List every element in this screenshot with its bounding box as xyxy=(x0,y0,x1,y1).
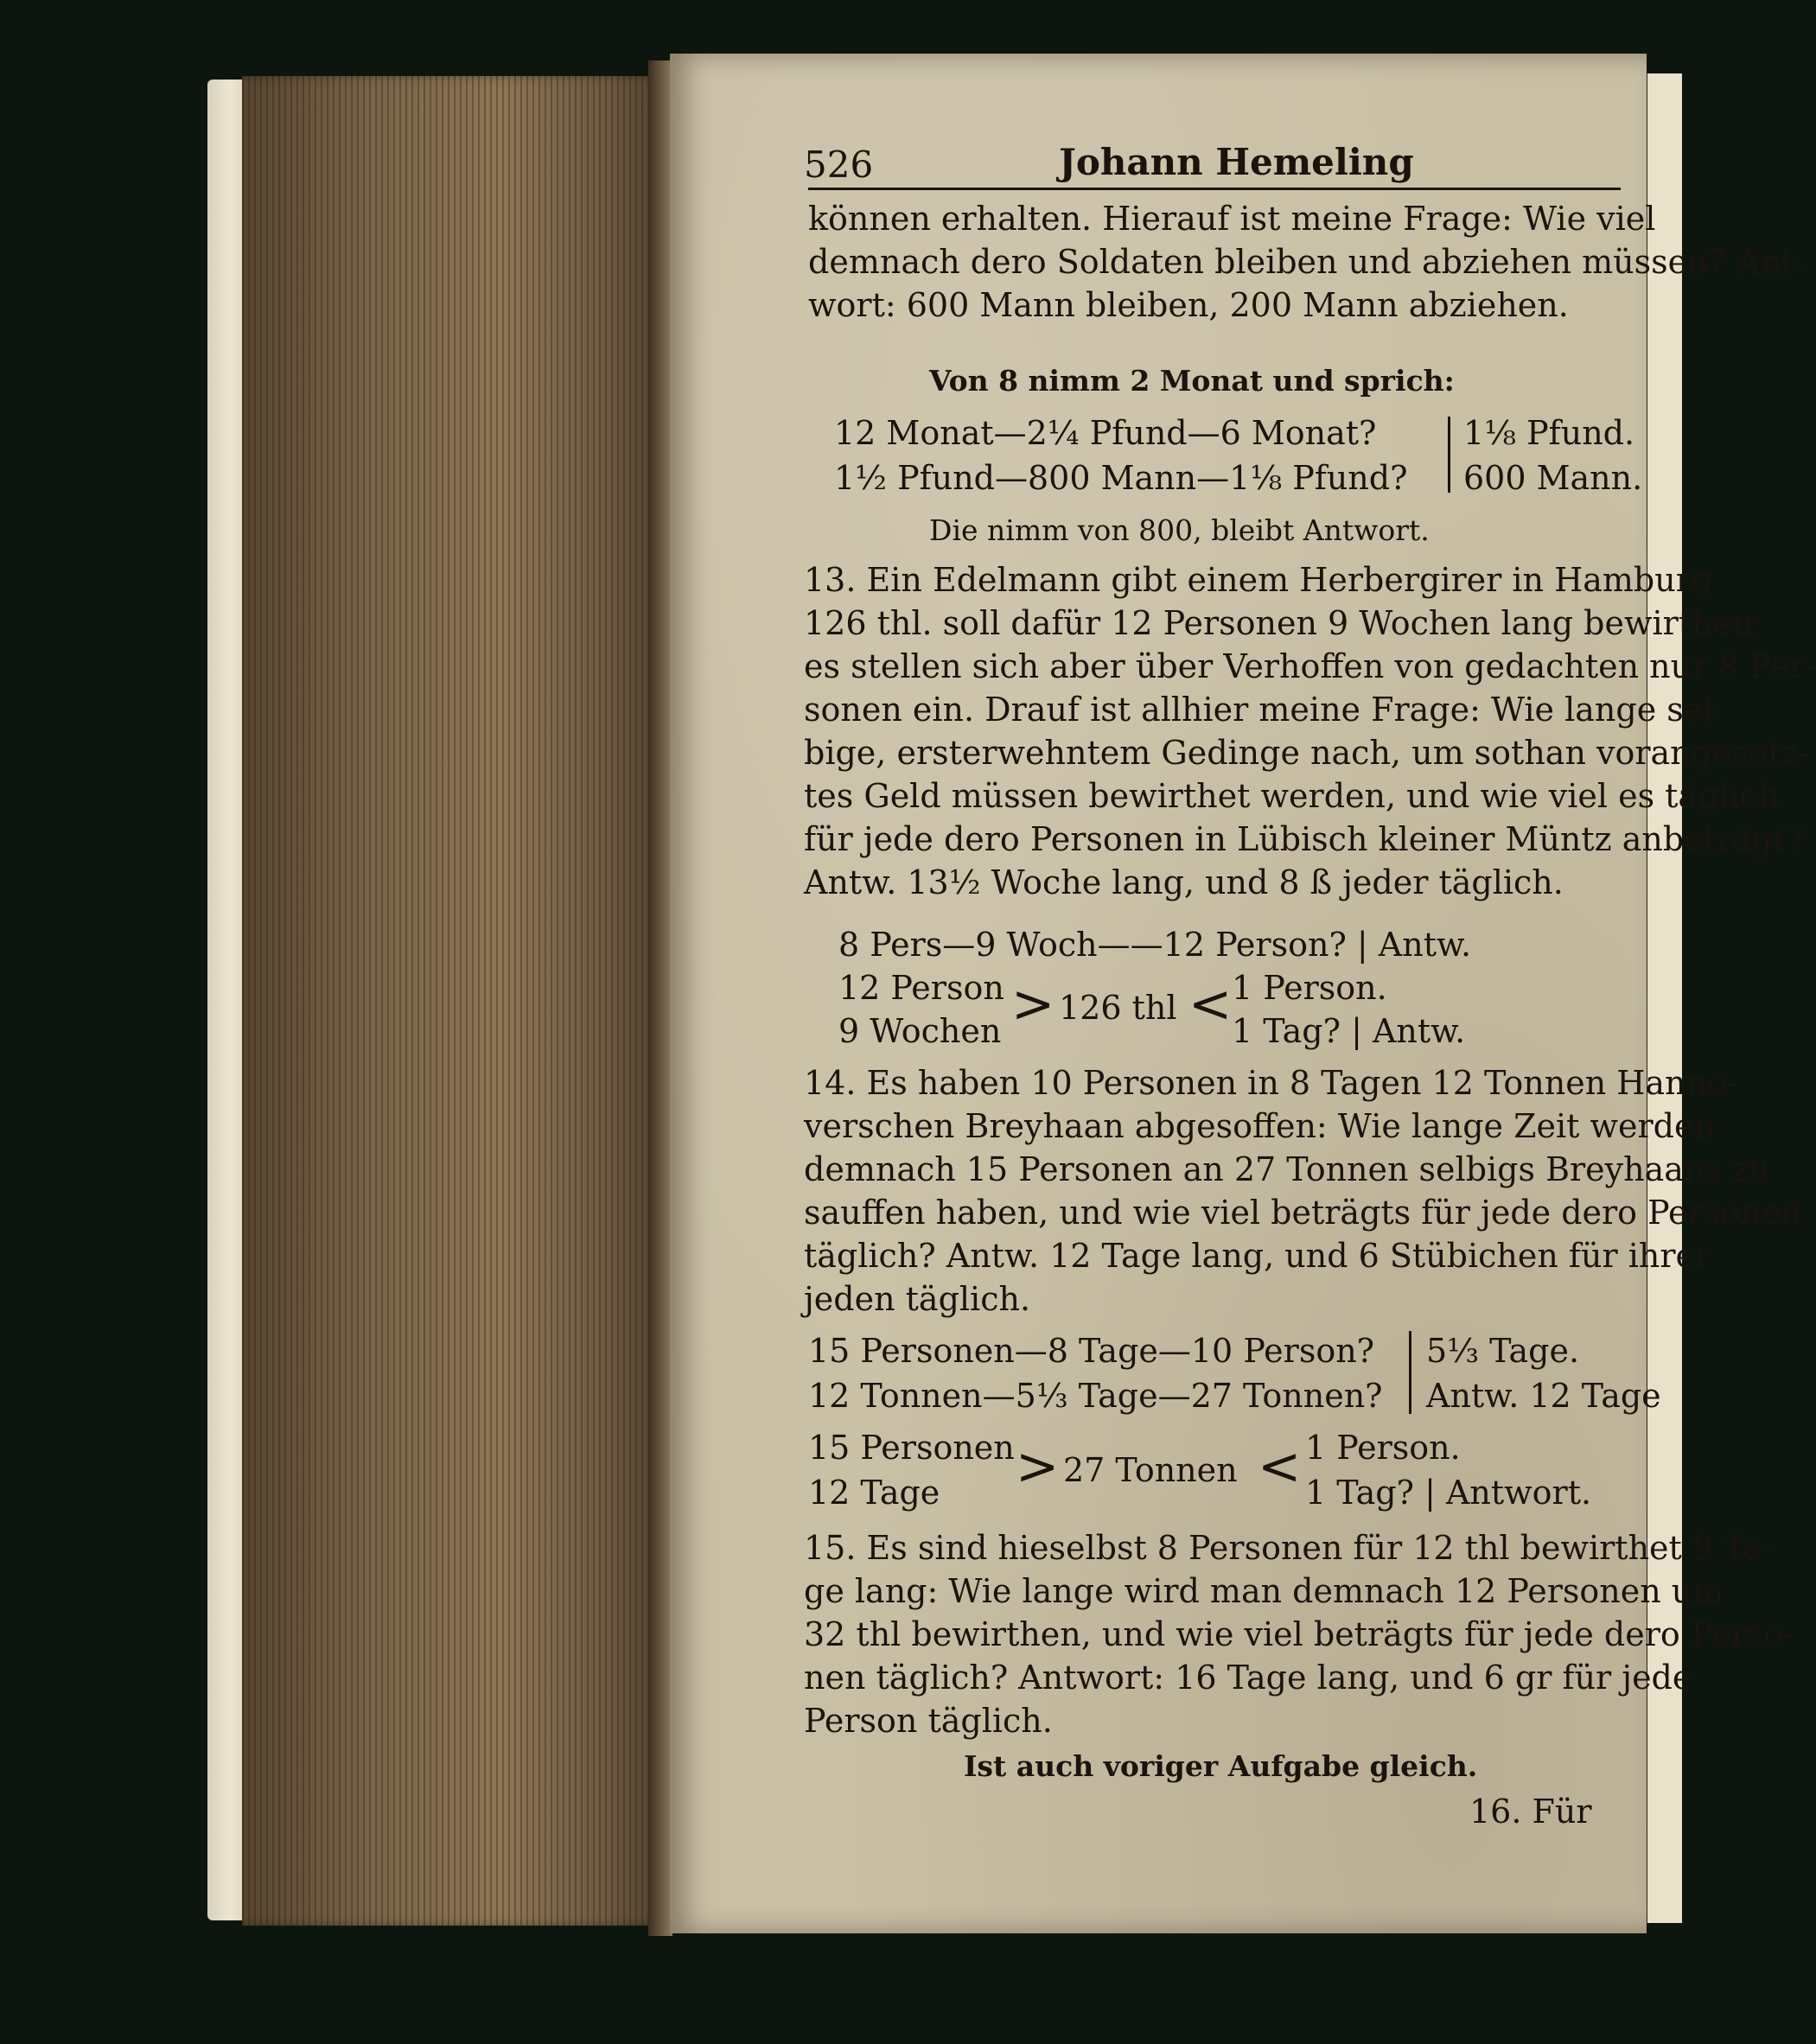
page-block-edge xyxy=(242,76,674,1926)
text-line: tes Geld müssen bewirthet werden, und wie viel es täglich xyxy=(804,777,1780,815)
text-line: 13. Ein Edelmann gibt einem Herbergirer in Hamburg xyxy=(804,561,1713,599)
calc-result: Antw. 12 Tage xyxy=(1426,1377,1661,1415)
calc-right-bottom: 1 Tag? | Antw. xyxy=(1232,1012,1466,1050)
text-line: 32 thl bewirthen, und wie viel beträgts für jede dero Perso- xyxy=(804,1615,1794,1653)
binding-gutter xyxy=(648,60,672,1936)
calc-divider xyxy=(1448,417,1450,493)
calc-middle: 27 Tonnen xyxy=(1063,1451,1238,1489)
note: Ist auch voriger Aufgabe gleich. xyxy=(964,1749,1478,1783)
text-line: wort: 600 Mann bleiben, 200 Mann abziehen. xyxy=(808,286,1569,324)
calc-right-top: 1 Person. xyxy=(1232,969,1387,1007)
text-line: Person täglich. xyxy=(804,1702,1053,1740)
text-line: 15. Es sind hieselbst 8 Personen für 12 thl bewirthet 9 Ta- xyxy=(804,1529,1775,1567)
text-line: täglich? Antw. 12 Tage lang, und 6 Stübichen für ihrer xyxy=(804,1237,1711,1275)
text-line: es stellen sich aber über Verhoffen von gedachten nur 8 Per- xyxy=(804,647,1816,685)
text-line: Antw. 13½ Woche lang, und 8 ß jeder täglich. xyxy=(804,863,1564,901)
calc-line: 15 Personen—8 Tage—10 Person? xyxy=(808,1332,1375,1370)
text-line: demnach dero Soldaten bleiben und abziehen müssen? Ant- xyxy=(808,243,1806,281)
calc-result: 5⅓ Tage. xyxy=(1426,1332,1580,1370)
text-line: nen täglich? Antwort: 16 Tage lang, und 6 gr für jede xyxy=(804,1659,1692,1697)
calc-middle: 126 thl xyxy=(1059,989,1177,1027)
calc-right-top: 1 Person. xyxy=(1305,1429,1461,1467)
text-line: 126 thl. soll dafür 12 Personen 9 Wochen lang bewirthen; xyxy=(804,604,1765,642)
calc-right-bottom: 1 Tag? | Antwort. xyxy=(1305,1474,1592,1512)
book-page xyxy=(670,54,1816,1933)
section-heading: Von 8 nimm 2 Monat und sprich: xyxy=(929,364,1455,398)
text-line: für jede dero Personen in Lübisch kleiner Müntz anbeträgt? xyxy=(804,820,1804,858)
text-line: ge lang: Wie lange wird man demnach 12 Personen um xyxy=(804,1572,1724,1610)
text-line: 14. Es haben 10 Personen in 8 Tagen 12 Tonnen Hanno- xyxy=(804,1064,1738,1102)
calc-line: 1½ Pfund—800 Mann—1⅛ Pfund? xyxy=(834,459,1408,497)
converge-arrow-icon: > xyxy=(1011,974,1055,1035)
page-number: 526 xyxy=(804,143,874,186)
text-line: sonen ein. Drauf ist allhier meine Frage: Wie lange sel- xyxy=(804,691,1725,729)
calc-left-bottom: 9 Wochen xyxy=(838,1012,1002,1050)
text-line: demnach 15 Personen an 27 Tonnen selbigs Breyhaans zu xyxy=(804,1150,1771,1188)
calc-line: 8 Pers—9 Woch——12 Person? | Antw. xyxy=(838,926,1472,964)
text-line: verschen Breyhaan abgesoffen: Wie lange Zeit werden xyxy=(804,1107,1715,1145)
note: Die nimm von 800, bleibt Antwort. xyxy=(929,513,1430,547)
text-line: bige, ersterwehntem Gedinge nach, um sothan vorangesetz- xyxy=(804,734,1810,772)
calc-left-top: 15 Personen xyxy=(808,1429,1015,1467)
running-title: Johann Hemeling xyxy=(1059,141,1414,183)
calc-line: 12 Monat—2¼ Pfund—6 Monat? xyxy=(834,414,1377,452)
text-line: können erhalten. Hierauf ist meine Frage: Wie viel xyxy=(808,200,1656,238)
calc-divider xyxy=(1409,1331,1411,1414)
header-rule xyxy=(808,188,1621,190)
text-line: jeden täglich. xyxy=(804,1280,1031,1318)
text-line: sauffen haben, und wie viel beträgts für jede dero Personen xyxy=(804,1194,1802,1232)
calc-line: 12 Tonnen—5⅓ Tage—27 Tonnen? xyxy=(808,1377,1383,1415)
diverge-arrow-icon: < xyxy=(1258,1436,1302,1497)
calc-result: 600 Mann. xyxy=(1463,459,1643,497)
calc-left-bottom: 12 Tage xyxy=(808,1474,940,1512)
calc-left-top: 12 Person xyxy=(838,969,1004,1007)
calc-result: 1⅛ Pfund. xyxy=(1463,414,1635,452)
diverge-arrow-icon: < xyxy=(1188,974,1233,1035)
converge-arrow-icon: > xyxy=(1016,1436,1060,1497)
catchword: 16. Für xyxy=(1469,1792,1592,1831)
